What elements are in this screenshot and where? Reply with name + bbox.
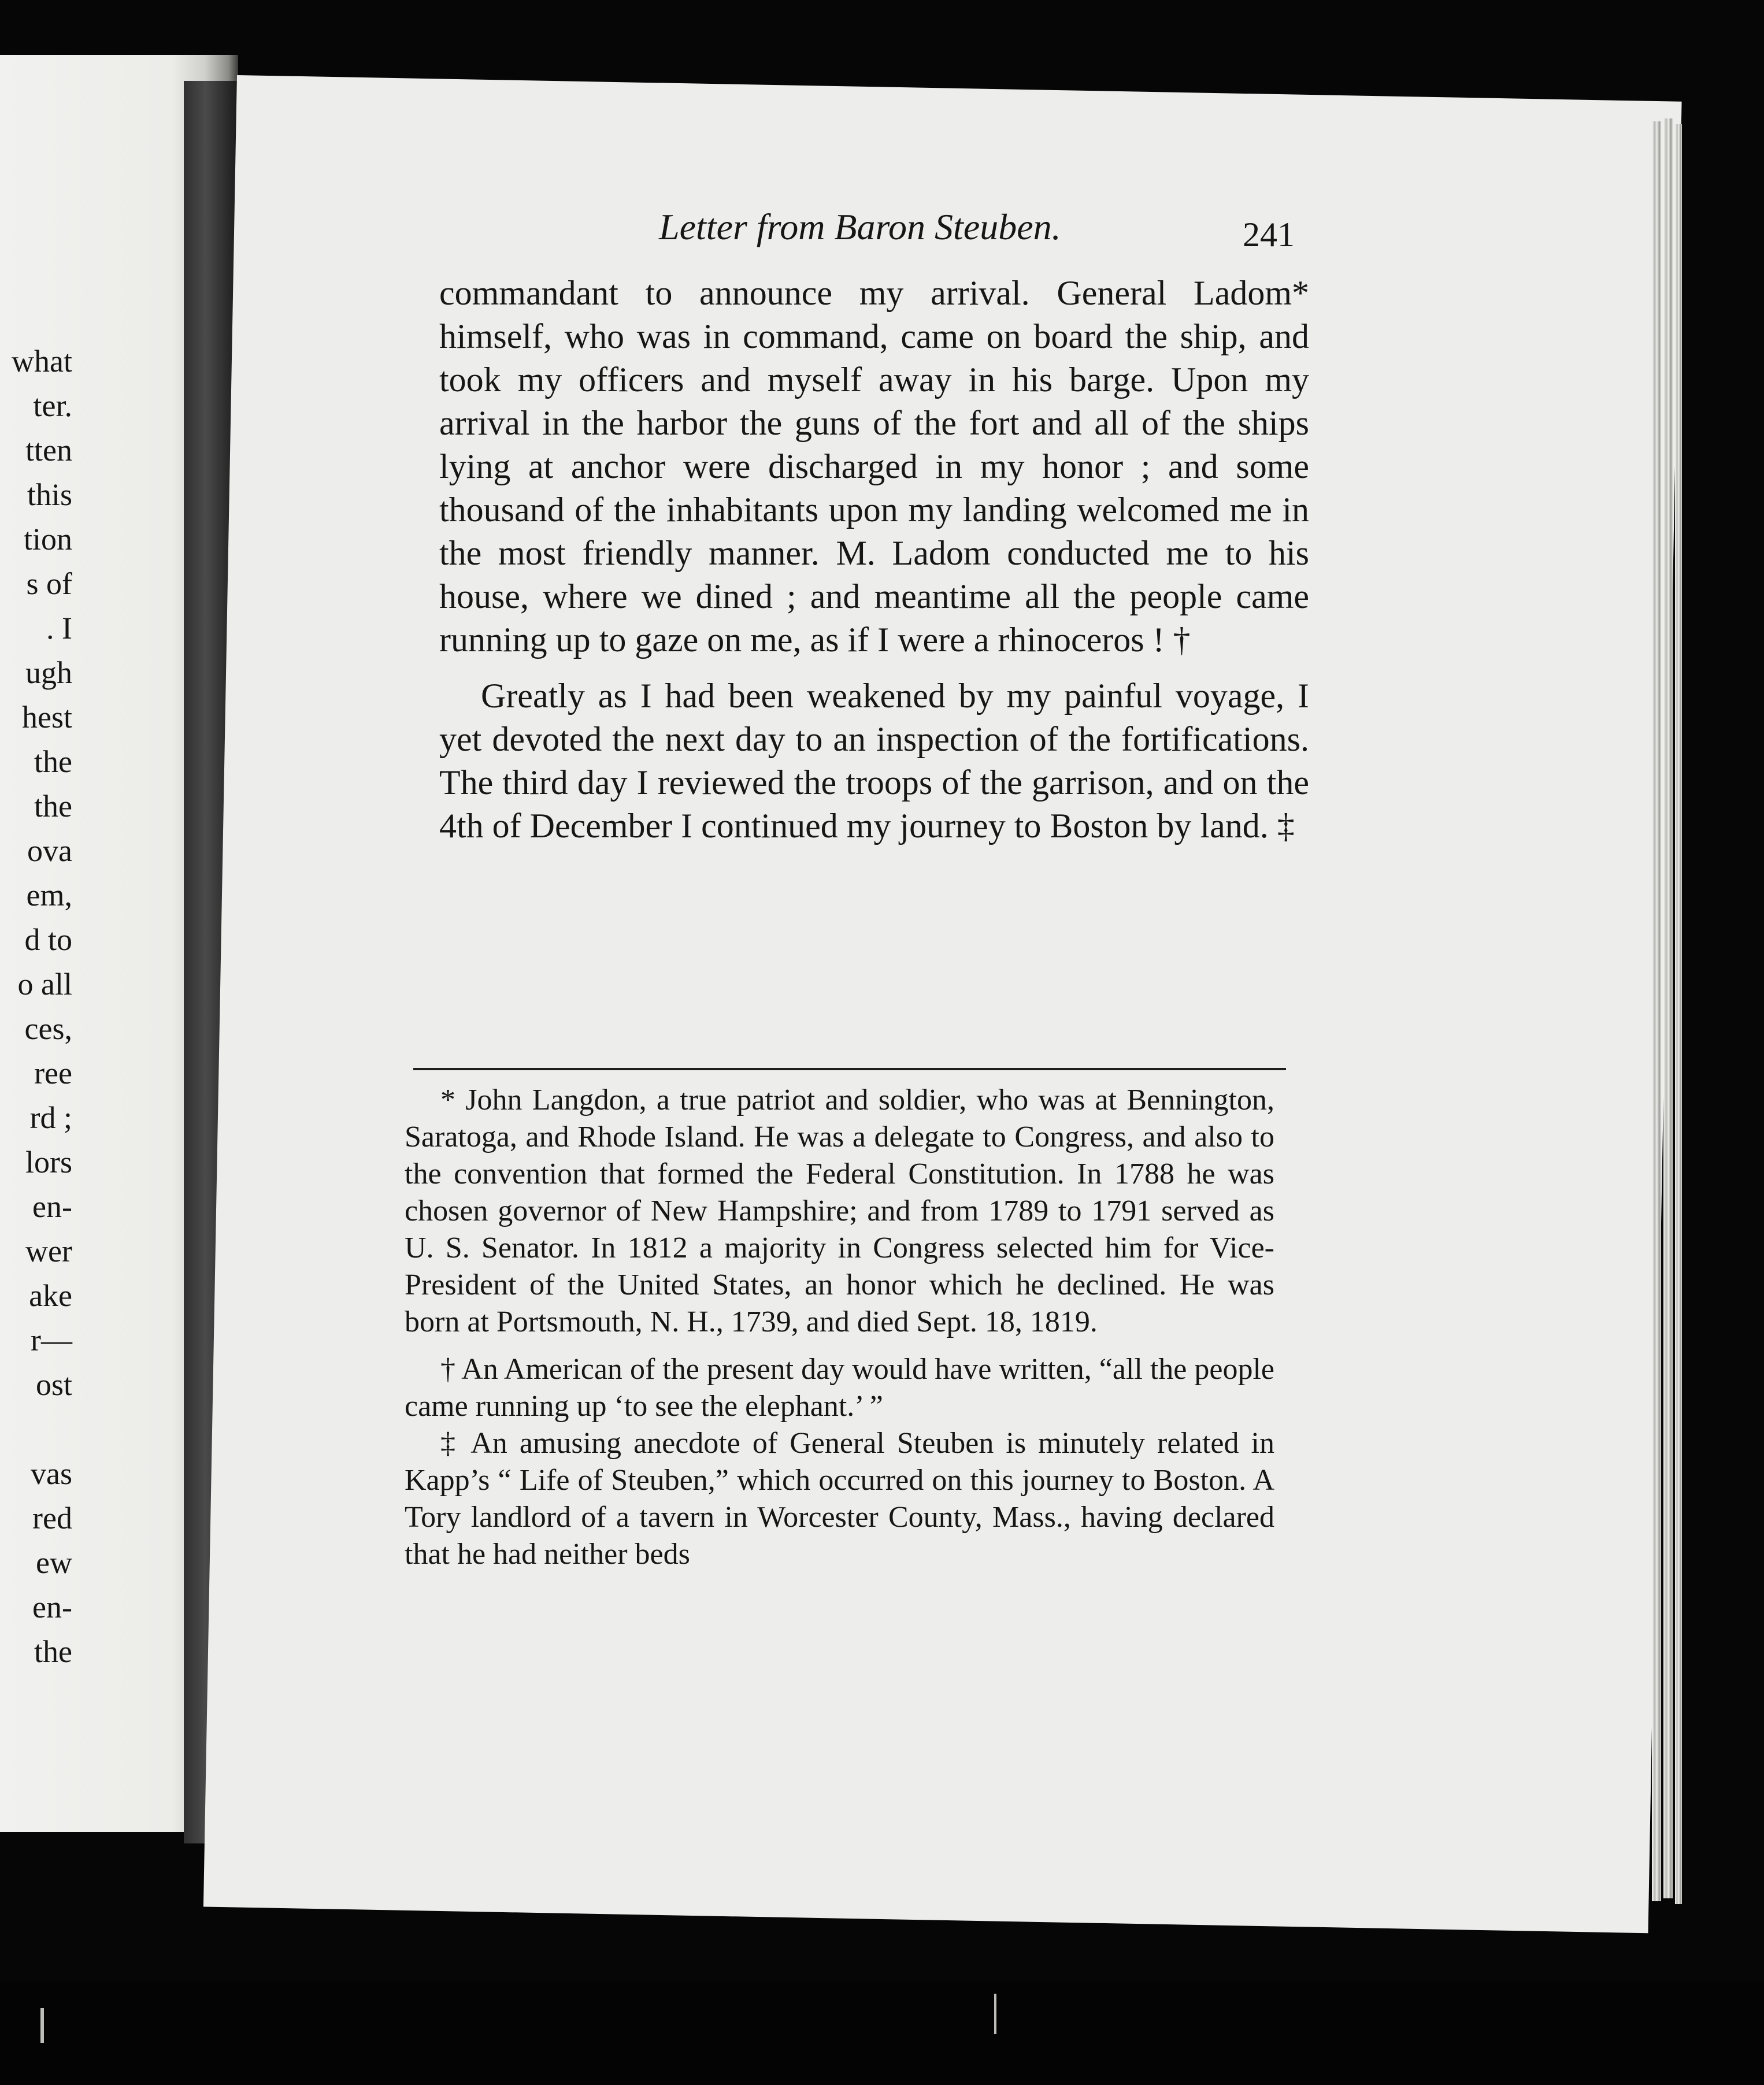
page-edges — [1675, 124, 1682, 1904]
footnote: * John Langdon, a true patriot and soldier, who was at Bennington, Saratoga, and Rhode Island. He was a delegate to Congress, and also to the convention that formed the Federal Constitution. In 1788 he was chosen governor of New Hampshire; and from 1789 to 1791 served as U. S. Senator. In 1812 a majority in Congress selected him for Vice-President of the United States, an honor which he declined. He was born at Portsmouth, N. H., 1739, and died Sept. 18, 1819. — [405, 1084, 1274, 1338]
left-page-line: . I — [46, 611, 72, 645]
left-page-line: ost — [35, 1367, 72, 1402]
left-page-line: ova — [27, 833, 72, 868]
body-paragraph: Greatly as I had been weakened by my painful voyage, I yet devoted the next day to an inspection of the fortifications. The third day I reviewed the troops of the garrison, and on the 4th of December I continued my journey to Boston by land. ‡ — [439, 677, 1309, 845]
scan-speck — [40, 2008, 44, 2043]
body-text — [439, 272, 1309, 848]
scan-speck — [994, 1994, 996, 2034]
left-page-line: lors — [25, 1145, 72, 1179]
left-page-line: the — [34, 1634, 72, 1669]
left-page-line: what — [12, 344, 72, 379]
left-page-line: rd ; — [29, 1100, 72, 1135]
left-page-line: hest — [22, 700, 72, 734]
left-page-line: ake — [29, 1278, 72, 1313]
left-page-line: en- — [32, 1189, 72, 1224]
left-page-line: s of — [26, 566, 72, 601]
left-page-line: red — [32, 1501, 72, 1535]
footnote: ‡ An amusing anecdote of General Steuben is minutely related in Kapp’s “ Life of Steuben,” which occurred on this journey to Boston. A Tory landlord of a tavern in Worcester County, Mass., having declared that he had neither beds — [405, 1427, 1274, 1571]
left-page-line: this — [27, 477, 72, 512]
running-head: Letter from Baron Steuben. — [659, 206, 1061, 247]
left-page-line: ew — [36, 1545, 72, 1580]
left-page-line: the — [34, 789, 72, 823]
page-edges — [1652, 121, 1661, 1901]
left-page-line: vas — [31, 1456, 72, 1491]
left-page-line: tion — [23, 522, 72, 557]
left-page-line: ree — [34, 1056, 72, 1090]
left-page-line: o all — [17, 967, 72, 1001]
page-edges — [1663, 118, 1673, 1898]
footnotes — [405, 1082, 1274, 1573]
footnote-divider — [413, 1068, 1286, 1070]
left-page-line: em, — [26, 878, 72, 912]
left-page-line: r— — [31, 1323, 72, 1357]
left-page-line: the — [34, 744, 72, 779]
left-page-line: ter. — [33, 388, 72, 423]
page-number: 241 — [1243, 216, 1295, 254]
left-page-line: en- — [32, 1590, 72, 1624]
body-paragraph: commandant to announce my arrival. General Ladom* himself, who was in command, came on board the ship, and took my officers and myself away in his barge. Upon my arrival in the harbor the guns of the fort and all of the ships lying at anchor were discharged in my honor ; and some thousand of the inhabitants upon my landing welcomed me in the most friendly manner. M. Ladom conducted me to his house, where we dined ; and meantime all the people came running up to gaze on me, as if I were a rhinoceros ! † — [439, 274, 1309, 659]
footnote: † An American of the present day would have written, “all the people came running up ‘to see the elephant.’ ” — [405, 1353, 1274, 1423]
left-page-line: d to — [24, 922, 72, 957]
left-page-line: ces, — [24, 1011, 72, 1046]
left-page-line: ugh — [25, 655, 72, 690]
scan-background — [0, 1982, 1764, 2085]
left-page-line: wer — [25, 1234, 72, 1268]
left-page-line: tten — [25, 433, 72, 468]
